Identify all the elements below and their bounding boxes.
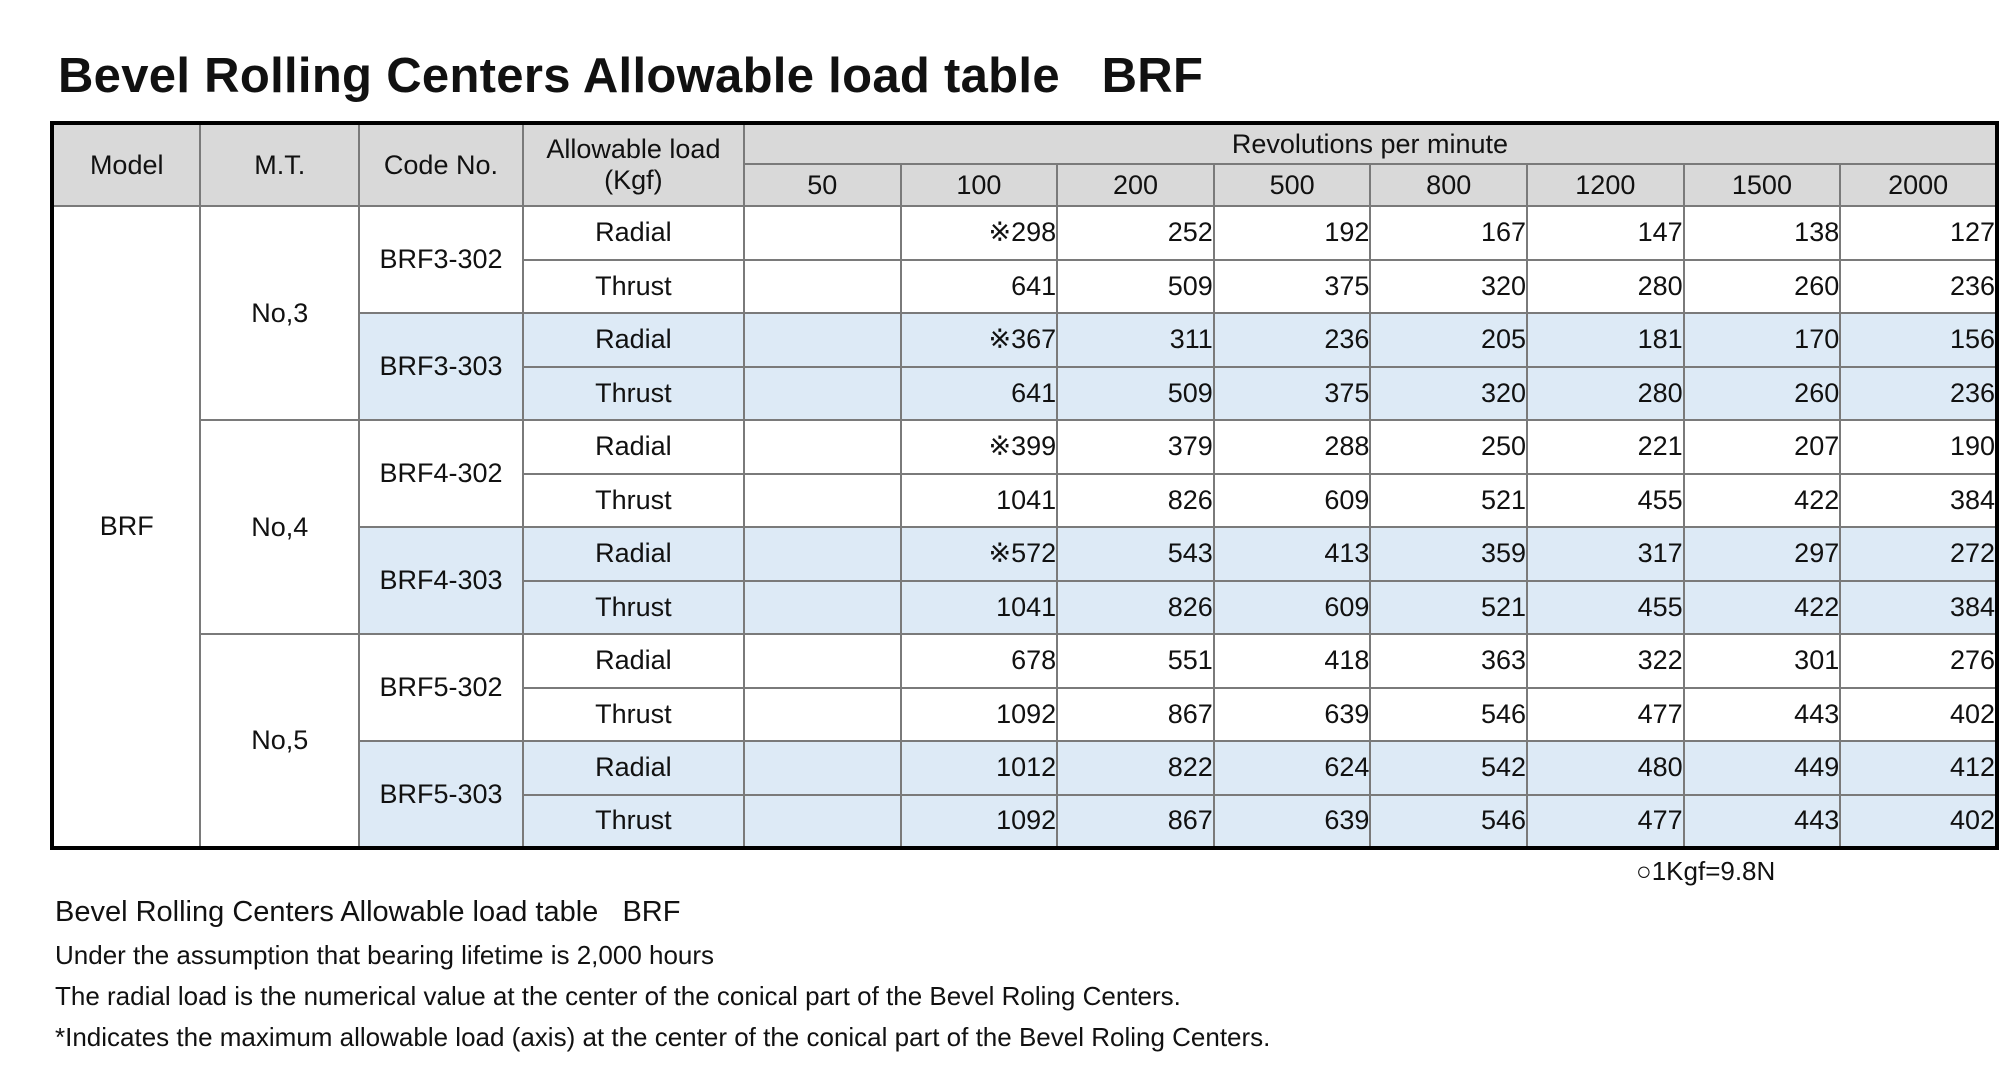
- value-cell: 509: [1057, 367, 1214, 421]
- value-cell: 147: [1527, 206, 1684, 260]
- value-cell: [744, 795, 901, 849]
- value-cell: 322: [1527, 634, 1684, 688]
- value-cell: ※399: [901, 420, 1058, 474]
- value-cell: 609: [1214, 474, 1371, 528]
- load-type-cell: Radial: [523, 634, 744, 688]
- value-cell: 167: [1370, 206, 1527, 260]
- note-line-3: *Indicates the maximum allowable load (axis) at the center of the conical part of the Bevel Roling Centers.: [55, 1022, 1271, 1052]
- value-cell: 181: [1527, 313, 1684, 367]
- value-cell: 641: [901, 367, 1058, 421]
- notes-block: [55, 896, 1270, 1056]
- load-type-cell: Thrust: [523, 474, 744, 528]
- value-cell: 639: [1214, 688, 1371, 742]
- value-cell: 375: [1214, 260, 1371, 314]
- value-cell: 443: [1684, 688, 1841, 742]
- value-cell: ※298: [901, 206, 1058, 260]
- value-cell: [744, 313, 901, 367]
- value-cell: 624: [1214, 741, 1371, 795]
- value-cell: 609: [1214, 581, 1371, 635]
- note-line-1: Under the assumption that bearing lifetime is 2,000 hours: [55, 940, 715, 970]
- value-cell: 260: [1684, 260, 1841, 314]
- load-type-cell: Thrust: [523, 795, 744, 849]
- value-cell: [744, 260, 901, 314]
- value-cell: 826: [1057, 474, 1214, 528]
- value-cell: 317: [1527, 527, 1684, 581]
- value-cell: 297: [1684, 527, 1841, 581]
- rpm-header-cell: 100: [901, 164, 1058, 206]
- table-row: [52, 206, 1997, 260]
- value-cell: 422: [1684, 474, 1841, 528]
- load-type-cell: Thrust: [523, 367, 744, 421]
- value-cell: 521: [1370, 581, 1527, 635]
- value-cell: 170: [1684, 313, 1841, 367]
- value-cell: 205: [1370, 313, 1527, 367]
- value-cell: 207: [1684, 420, 1841, 474]
- value-cell: 384: [1840, 581, 1997, 635]
- load-type-cell: Radial: [523, 527, 744, 581]
- value-cell: 280: [1527, 260, 1684, 314]
- value-cell: 641: [901, 260, 1058, 314]
- load-type-cell: Thrust: [523, 260, 744, 314]
- unit-note: ○1Kgf=9.8N: [1636, 856, 1776, 886]
- value-cell: 543: [1057, 527, 1214, 581]
- header-rpm: Revolutions per minute: [744, 123, 1997, 164]
- load-type-cell: Radial: [523, 206, 744, 260]
- value-cell: 363: [1370, 634, 1527, 688]
- table-row: [52, 420, 1997, 474]
- mt-cell: No,4: [200, 420, 359, 634]
- value-cell: 1092: [901, 688, 1058, 742]
- value-cell: 443: [1684, 795, 1841, 849]
- value-cell: 422: [1684, 581, 1841, 635]
- rpm-header-cell: 1200: [1527, 164, 1684, 206]
- value-cell: 480: [1527, 741, 1684, 795]
- load-type-cell: Radial: [523, 313, 744, 367]
- value-cell: 477: [1527, 688, 1684, 742]
- value-cell: [744, 474, 901, 528]
- value-cell: 867: [1057, 795, 1214, 849]
- rpm-header-cell: 1500: [1684, 164, 1841, 206]
- value-cell: 190: [1840, 420, 1997, 474]
- code-cell: BRF4-303: [359, 527, 523, 634]
- value-cell: 384: [1840, 474, 1997, 528]
- code-cell: BRF3-303: [359, 313, 523, 420]
- value-cell: 455: [1527, 581, 1684, 635]
- header-code: Code No.: [359, 123, 523, 206]
- value-cell: 221: [1527, 420, 1684, 474]
- value-cell: [744, 206, 901, 260]
- value-cell: [744, 367, 901, 421]
- value-cell: [744, 741, 901, 795]
- value-cell: 252: [1057, 206, 1214, 260]
- model-cell: BRF: [52, 206, 200, 848]
- value-cell: 449: [1684, 741, 1841, 795]
- code-cell: BRF4-302: [359, 420, 523, 527]
- value-cell: 250: [1370, 420, 1527, 474]
- value-cell: 359: [1370, 527, 1527, 581]
- header-model: Model: [52, 123, 200, 206]
- value-cell: 477: [1527, 795, 1684, 849]
- value-cell: 138: [1684, 206, 1841, 260]
- value-cell: 320: [1370, 260, 1527, 314]
- header-load-line1: Allowable load: [546, 134, 721, 164]
- header-allowable-load: [523, 123, 744, 206]
- value-cell: 320: [1370, 367, 1527, 421]
- header-mt: M.T.: [200, 123, 359, 206]
- value-cell: 1041: [901, 474, 1058, 528]
- header-row-1: [52, 123, 1997, 164]
- value-cell: 678: [901, 634, 1058, 688]
- value-cell: 236: [1840, 260, 1997, 314]
- value-cell: ※367: [901, 313, 1058, 367]
- value-cell: 867: [1057, 688, 1214, 742]
- value-cell: 1041: [901, 581, 1058, 635]
- allowable-load-table: [50, 121, 1999, 850]
- value-cell: 542: [1370, 741, 1527, 795]
- value-cell: 546: [1370, 688, 1527, 742]
- value-cell: 1012: [901, 741, 1058, 795]
- load-type-cell: Radial: [523, 741, 744, 795]
- value-cell: 412: [1840, 741, 1997, 795]
- rpm-header-cell: 50: [744, 164, 901, 206]
- value-cell: [744, 420, 901, 474]
- rpm-header-cell: 2000: [1840, 164, 1997, 206]
- table-body: [52, 206, 1997, 848]
- value-cell: 127: [1840, 206, 1997, 260]
- load-type-cell: Radial: [523, 420, 744, 474]
- value-cell: ※572: [901, 527, 1058, 581]
- value-cell: 260: [1684, 367, 1841, 421]
- value-cell: 1092: [901, 795, 1058, 849]
- load-type-cell: Thrust: [523, 581, 744, 635]
- note-line-2: The radial load is the numerical value at the center of the conical part of the Bevel Roling Centers.: [55, 981, 1181, 1011]
- value-cell: 311: [1057, 313, 1214, 367]
- value-cell: 236: [1840, 367, 1997, 421]
- value-cell: 156: [1840, 313, 1997, 367]
- value-cell: 276: [1840, 634, 1997, 688]
- value-cell: [744, 581, 901, 635]
- value-cell: [744, 688, 901, 742]
- value-cell: 521: [1370, 474, 1527, 528]
- code-cell: BRF5-303: [359, 741, 523, 848]
- value-cell: 826: [1057, 581, 1214, 635]
- rpm-header-cell: 200: [1057, 164, 1214, 206]
- value-cell: 509: [1057, 260, 1214, 314]
- value-cell: 455: [1527, 474, 1684, 528]
- mt-cell: No,3: [200, 206, 359, 420]
- code-cell: BRF5-302: [359, 634, 523, 741]
- value-cell: 822: [1057, 741, 1214, 795]
- value-cell: 379: [1057, 420, 1214, 474]
- value-cell: 375: [1214, 367, 1371, 421]
- value-cell: 413: [1214, 527, 1371, 581]
- value-cell: 639: [1214, 795, 1371, 849]
- value-cell: 288: [1214, 420, 1371, 474]
- value-cell: [744, 634, 901, 688]
- notes-heading: Bevel Rolling Centers Allowable load table BRF: [55, 896, 681, 928]
- value-cell: [744, 527, 901, 581]
- value-cell: 272: [1840, 527, 1997, 581]
- value-cell: 551: [1057, 634, 1214, 688]
- rpm-header-cell: 800: [1370, 164, 1527, 206]
- value-cell: 402: [1840, 688, 1997, 742]
- value-cell: 418: [1214, 634, 1371, 688]
- header-load-unit: (Kgf): [604, 165, 663, 195]
- load-type-cell: Thrust: [523, 688, 744, 742]
- table-row: [52, 634, 1997, 688]
- page-title: Bevel Rolling Centers Allowable load table BRF: [58, 49, 1204, 103]
- value-cell: 236: [1214, 313, 1371, 367]
- value-cell: 402: [1840, 795, 1997, 849]
- mt-cell: No,5: [200, 634, 359, 848]
- value-cell: 546: [1370, 795, 1527, 849]
- rpm-header-cell: 500: [1214, 164, 1371, 206]
- value-cell: 301: [1684, 634, 1841, 688]
- value-cell: 192: [1214, 206, 1371, 260]
- value-cell: 280: [1527, 367, 1684, 421]
- code-cell: BRF3-302: [359, 206, 523, 313]
